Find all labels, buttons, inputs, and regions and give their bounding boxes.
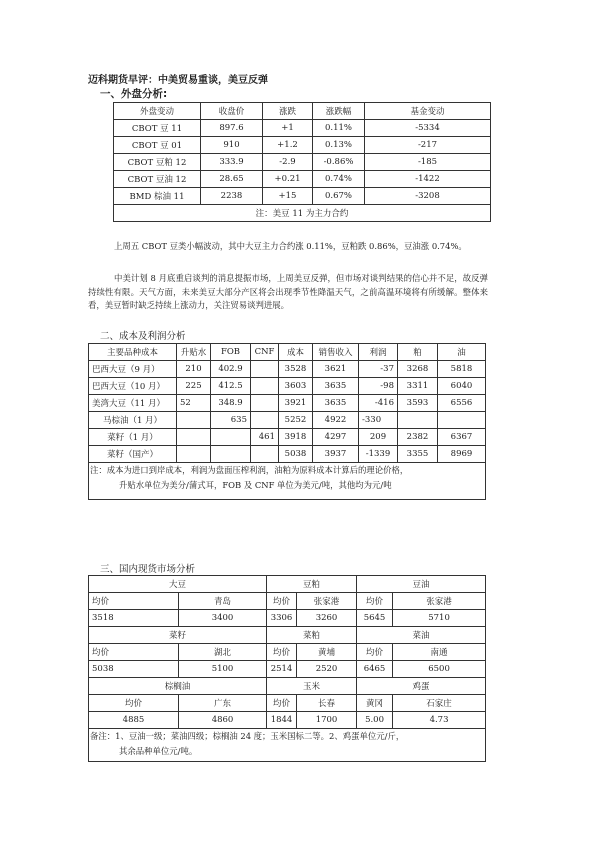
table-cell: 3937 — [313, 446, 359, 463]
table-row — [114, 154, 491, 171]
table-label-row — [89, 644, 486, 661]
table-cell: 4297 — [313, 429, 359, 446]
table-cell — [177, 446, 211, 463]
header-cell: 成本 — [279, 344, 313, 361]
label-cell: 均价 — [267, 695, 297, 712]
label-cell: 广东 — [179, 695, 267, 712]
page-title: 迈科期货早评：中美贸易重谈，美豆反弹 — [88, 75, 268, 86]
table-cell: 巴西大豆（10 月） — [89, 378, 177, 395]
table-cell: 2382 — [398, 429, 438, 446]
header-cell: 油 — [438, 344, 486, 361]
table-note: 注：美豆 11 为主力合约 — [114, 205, 491, 222]
table-row — [114, 137, 491, 154]
table-cell: 8969 — [438, 446, 486, 463]
table-cell: 225 — [177, 378, 211, 395]
table-cell: CBOT 豆 01 — [114, 137, 201, 154]
table-row — [89, 361, 486, 378]
value-cell: 6465 — [357, 661, 393, 678]
table-cell: 5252 — [279, 412, 313, 429]
table-note — [89, 729, 486, 762]
table-group-row — [89, 576, 486, 593]
table-cell: 3635 — [313, 395, 359, 412]
label-cell: 张家港 — [297, 593, 357, 610]
value-cell: 4885 — [89, 712, 179, 729]
table-cell: 6556 — [438, 395, 486, 412]
header-cell: CNF — [251, 344, 279, 361]
table-cell: 3355 — [398, 446, 438, 463]
section2-heading: 二、成本及利润分析 — [100, 331, 186, 342]
table-cell — [251, 361, 279, 378]
table-cell: 6367 — [438, 429, 486, 446]
table-note-row — [89, 729, 486, 762]
header-cell: 主要品种成本 — [89, 344, 177, 361]
value-cell: 5645 — [357, 610, 393, 627]
table-cell: -416 — [359, 395, 398, 412]
value-cell: 4860 — [179, 712, 267, 729]
table-note-row — [89, 463, 486, 500]
table-cell: 菜籽（国产） — [89, 446, 177, 463]
table-cell: -98 — [359, 378, 398, 395]
label-cell: 均价 — [267, 593, 297, 610]
label-cell: 湖北 — [179, 644, 267, 661]
table-cell: 5818 — [438, 361, 486, 378]
paragraph-analysis: 中美计划 8 月底重启谈判的消息提振市场，上周美豆反弹，但市场对谈判结果的信心并不足，故反弹持续性有限。天气方面，未来美豆大部分产区将会出现季节性降温天气，之前高温环境将有所缓解。整体来看，美豆暂时缺乏持续上涨动力，关注贸易谈判进展。 — [88, 273, 488, 310]
header-cell: 销售收入 — [313, 344, 359, 361]
table-note — [89, 463, 486, 500]
label-cell: 石家庄 — [393, 695, 486, 712]
value-cell: 4.73 — [393, 712, 486, 729]
table-cell: 3311 — [398, 378, 438, 395]
label-cell: 长春 — [297, 695, 357, 712]
table-cell: 巴西大豆（9 月） — [89, 361, 177, 378]
table-note-row — [114, 205, 491, 222]
value-cell: 3400 — [179, 610, 267, 627]
table-cell: 333.9 — [201, 154, 263, 171]
table-cell: 412.5 — [211, 378, 251, 395]
table-cell: -1422 — [365, 171, 491, 188]
table-cell: 209 — [359, 429, 398, 446]
label-cell: 均价 — [89, 593, 179, 610]
group-cell: 鸡蛋 — [357, 678, 486, 695]
group-cell: 玉米 — [267, 678, 357, 695]
table-cell: 52 — [177, 395, 211, 412]
table-cell — [251, 378, 279, 395]
header-cell: 升贴水 — [177, 344, 211, 361]
header-cell: FOB — [211, 344, 251, 361]
table-cell: 3918 — [279, 429, 313, 446]
table-value-row — [89, 712, 486, 729]
label-cell: 均价 — [89, 644, 179, 661]
table-cell: 马棕油（1 月） — [89, 412, 177, 429]
table-row — [114, 171, 491, 188]
header-cell: 外盘变动 — [114, 103, 201, 120]
table-cell — [251, 412, 279, 429]
label-cell: 均价 — [267, 644, 297, 661]
table-cell — [251, 395, 279, 412]
table-cell: -0.86% — [313, 154, 365, 171]
value-cell: 5.00 — [357, 712, 393, 729]
table-cell: +15 — [263, 188, 313, 205]
table-cell: 461 — [251, 429, 279, 446]
table-cell: 210 — [177, 361, 211, 378]
group-cell: 菜油 — [357, 627, 486, 644]
table-label-row — [89, 695, 486, 712]
table-cell: 28.65 — [201, 171, 263, 188]
value-cell: 1700 — [297, 712, 357, 729]
value-cell: 5038 — [89, 661, 179, 678]
table-cell: BMD 棕油 11 — [114, 188, 201, 205]
table-row — [89, 429, 486, 446]
table-cell: 3268 — [398, 361, 438, 378]
section1-heading: 一、外盘分析: — [100, 88, 168, 100]
table-cell: 5038 — [279, 446, 313, 463]
header-cell: 涨跌幅 — [313, 103, 365, 120]
value-cell: 3518 — [89, 610, 179, 627]
foreign-market-table — [113, 102, 491, 222]
table-group-row — [89, 678, 486, 695]
value-cell: 1844 — [267, 712, 297, 729]
group-cell: 豆粕 — [267, 576, 357, 593]
table-cell: 3593 — [398, 395, 438, 412]
group-cell: 大豆 — [89, 576, 267, 593]
table-cell: 3528 — [279, 361, 313, 378]
table-cell: 0.74% — [313, 171, 365, 188]
note-line: 注：成本为进口到岸成本，利润为盘面压榨利润，油粕为原料成本计算后的理论价格， — [90, 465, 409, 475]
label-cell: 青岛 — [179, 593, 267, 610]
table-cell: 6040 — [438, 378, 486, 395]
table-cell — [398, 412, 438, 429]
group-cell: 棕榈油 — [89, 678, 267, 695]
table-cell — [438, 412, 486, 429]
header-cell: 粕 — [398, 344, 438, 361]
table-cell: -3208 — [365, 188, 491, 205]
table-label-row — [89, 593, 486, 610]
table-cell: +0.21 — [263, 171, 313, 188]
table-row — [114, 188, 491, 205]
table-cell — [177, 429, 211, 446]
header-cell: 利润 — [359, 344, 398, 361]
table-cell: 897.6 — [201, 120, 263, 137]
table-cell: 348.9 — [211, 395, 251, 412]
label-cell: 均价 — [357, 593, 393, 610]
table-group-row — [89, 627, 486, 644]
table-cell: 910 — [201, 137, 263, 154]
section3-heading: 三、国内现货市场分析 — [100, 564, 196, 575]
value-cell: 3306 — [267, 610, 297, 627]
value-cell: 2520 — [297, 661, 357, 678]
label-cell: 黄埔 — [297, 644, 357, 661]
table-header-row — [114, 103, 491, 120]
paragraph-summary: 上周五 CBOT 豆类小幅波动，其中大豆主力合约涨 0.11%，豆粕跌 0.86%，豆油涨 0.74%。 — [114, 241, 467, 251]
cost-profit-table — [88, 343, 486, 500]
label-cell: 均价 — [357, 644, 393, 661]
table-row — [114, 120, 491, 137]
table-cell: -2.9 — [263, 154, 313, 171]
table-cell: 3603 — [279, 378, 313, 395]
table-cell: 0.67% — [313, 188, 365, 205]
group-cell: 豆油 — [357, 576, 486, 593]
value-cell: 3260 — [297, 610, 357, 627]
label-cell: 南通 — [393, 644, 486, 661]
table-cell — [251, 446, 279, 463]
table-cell: 3921 — [279, 395, 313, 412]
label-cell: 均价 — [89, 695, 179, 712]
table-cell: 菜籽（1 月） — [89, 429, 177, 446]
label-cell: 张家港 — [393, 593, 486, 610]
table-cell: -185 — [365, 154, 491, 171]
value-cell: 2514 — [267, 661, 297, 678]
header-cell: 收盘价 — [201, 103, 263, 120]
table-cell: 0.13% — [313, 137, 365, 154]
table-cell: +1 — [263, 120, 313, 137]
table-cell: CBOT 豆油 12 — [114, 171, 201, 188]
table-cell: 635 — [211, 412, 251, 429]
value-cell: 6500 — [393, 661, 486, 678]
table-cell: 0.11% — [313, 120, 365, 137]
value-cell: 5710 — [393, 610, 486, 627]
note-line: 升贴水单位为美分/蒲式耳，FOB 及 CNF 单位为美元/吨，其他均为元/吨 — [119, 480, 392, 490]
table-row — [89, 395, 486, 412]
table-row — [89, 378, 486, 395]
table-cell: +1.2 — [263, 137, 313, 154]
table-cell — [177, 412, 211, 429]
table-header-row — [89, 344, 486, 361]
group-cell: 菜粕 — [267, 627, 357, 644]
table-cell: -1339 — [359, 446, 398, 463]
header-cell: 涨跌 — [263, 103, 313, 120]
table-cell: -37 — [359, 361, 398, 378]
table-cell: 402.9 — [211, 361, 251, 378]
note-line: 其余品种单位元/吨。 — [119, 746, 198, 756]
table-cell: CBOT 豆 11 — [114, 120, 201, 137]
table-cell: 3621 — [313, 361, 359, 378]
label-cell: 黄冈 — [357, 695, 393, 712]
group-cell: 菜籽 — [89, 627, 267, 644]
header-cell: 基金变动 — [365, 103, 491, 120]
table-cell: -5334 — [365, 120, 491, 137]
table-cell: 2238 — [201, 188, 263, 205]
spot-market-table — [88, 575, 486, 762]
table-value-row — [89, 661, 486, 678]
table-cell: CBOT 豆粕 12 — [114, 154, 201, 171]
table-cell: 3635 — [313, 378, 359, 395]
table-row — [89, 446, 486, 463]
table-cell — [211, 429, 251, 446]
table-cell — [211, 446, 251, 463]
table-cell: 4922 — [313, 412, 359, 429]
value-cell: 5100 — [179, 661, 267, 678]
table-cell: 美湾大豆（11 月） — [89, 395, 177, 412]
note-line: 备注：1、豆油一级；菜油四级；棕榈油 24 度；玉米国标二等。2、鸡蛋单位元/斤， — [90, 731, 405, 741]
table-cell: -217 — [365, 137, 491, 154]
table-cell: -330 — [359, 412, 398, 429]
table-value-row — [89, 610, 486, 627]
table-row — [89, 412, 486, 429]
